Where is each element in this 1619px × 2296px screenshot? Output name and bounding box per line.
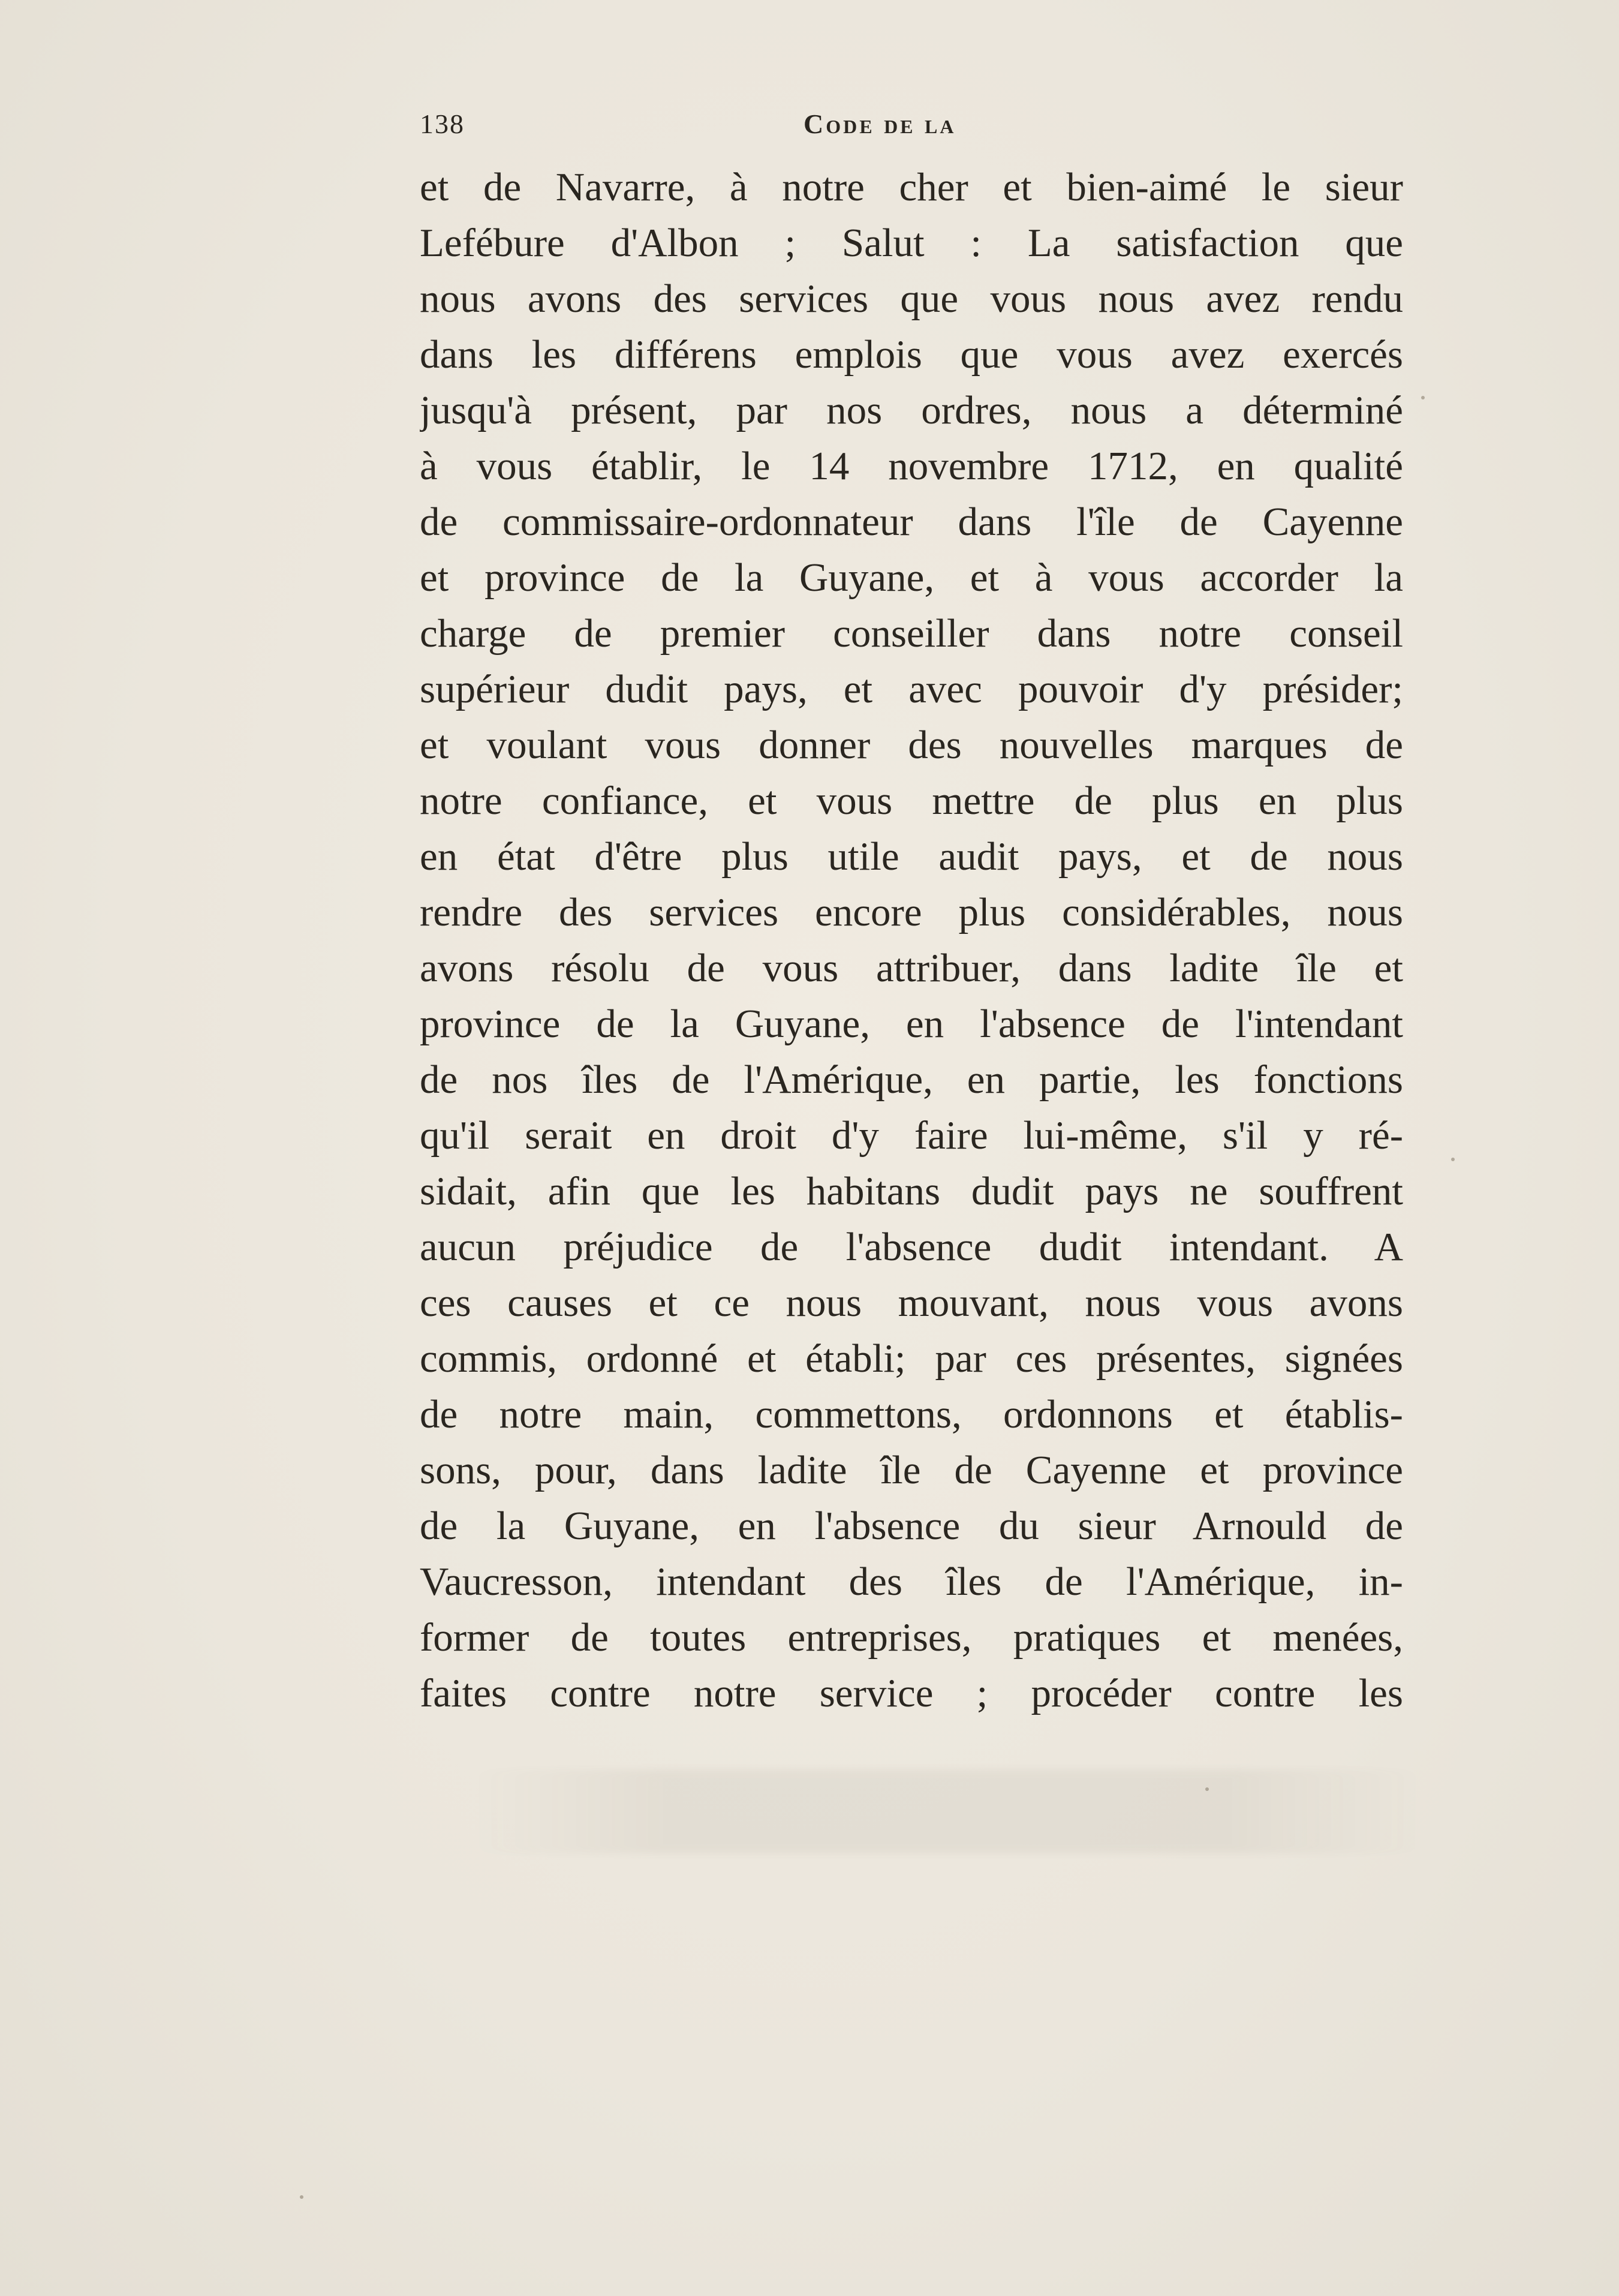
text-line: nous avons des services que vous nous avez rendu	[420, 277, 1403, 321]
text-line: sidait, afin que les habitans dudit pays ne souffrent	[420, 1169, 1403, 1213]
text-line: sons, pour, dans ladite île de Cayenne et province	[420, 1448, 1403, 1492]
text-line: Lefébure d'Albon ; Salut : La satisfaction que	[420, 221, 1403, 265]
text-line: de nos îles de l'Amérique, en partie, les fonctions	[420, 1057, 1403, 1102]
text-line: former de toutes entreprises, pratiques et menées,	[420, 1615, 1403, 1660]
text-line: de la Guyane, en l'absence du sieur Arnould de	[420, 1504, 1403, 1548]
text-line: et province de la Guyane, et à vous accorder la	[420, 555, 1403, 600]
paper-speck	[1451, 1158, 1455, 1161]
text-line: de commissaire-ordonnateur dans l'île de Cayenne	[420, 500, 1403, 544]
text-line: charge de premier conseiller dans notre conseil	[420, 611, 1403, 656]
text-line: avons résolu de vous attribuer, dans ladite île et	[420, 946, 1403, 990]
text-line: en état d'être plus utile audit pays, et de nous	[420, 834, 1403, 879]
bleed-through-shadow	[468, 1769, 1427, 1853]
text-line: commis, ordonné et établi; par ces présentes, signées	[420, 1336, 1403, 1381]
text-line: faites contre notre service ; procéder contre les	[420, 1671, 1403, 1715]
running-title: Code de la	[804, 109, 956, 139]
text-line: notre confiance, et vous mettre de plus en plus	[420, 779, 1403, 823]
running-head	[420, 108, 1409, 156]
text-line: ces causes et ce nous mouvant, nous vous avons	[420, 1281, 1403, 1325]
paper-speck	[1421, 396, 1425, 399]
text-line: et de Navarre, à notre cher et bien-aimé le sieur	[420, 165, 1403, 209]
text-line: supérieur dudit pays, et avec pouvoir d'y présider;	[420, 667, 1403, 711]
text-line: de notre main, commettons, ordonnons et établis-	[420, 1392, 1403, 1436]
text-line: rendre des services encore plus considérables, nous	[420, 890, 1403, 934]
text-line: Vaucresson, intendant des îles de l'Amérique, in-	[420, 1559, 1403, 1604]
text-line: jusqu'à présent, par nos ordres, nous a déterminé	[420, 388, 1403, 432]
text-line: et voulant vous donner des nouvelles marques de	[420, 723, 1403, 767]
paper-speck	[1205, 1787, 1209, 1791]
text-line: qu'il serait en droit d'y faire lui-même, s'il y ré-	[420, 1113, 1403, 1158]
text-line: province de la Guyane, en l'absence de l'intendant	[420, 1002, 1403, 1046]
paper-speck	[300, 2195, 303, 2199]
text-line: à vous établir, le 14 novembre 1712, en qualité	[420, 444, 1403, 488]
text-line: dans les différens emplois que vous avez exercés	[420, 332, 1403, 377]
body-text	[420, 160, 1403, 1721]
text-line: aucun préjudice de l'absence dudit intendant. A	[420, 1225, 1403, 1269]
page-number: 138	[420, 109, 465, 139]
